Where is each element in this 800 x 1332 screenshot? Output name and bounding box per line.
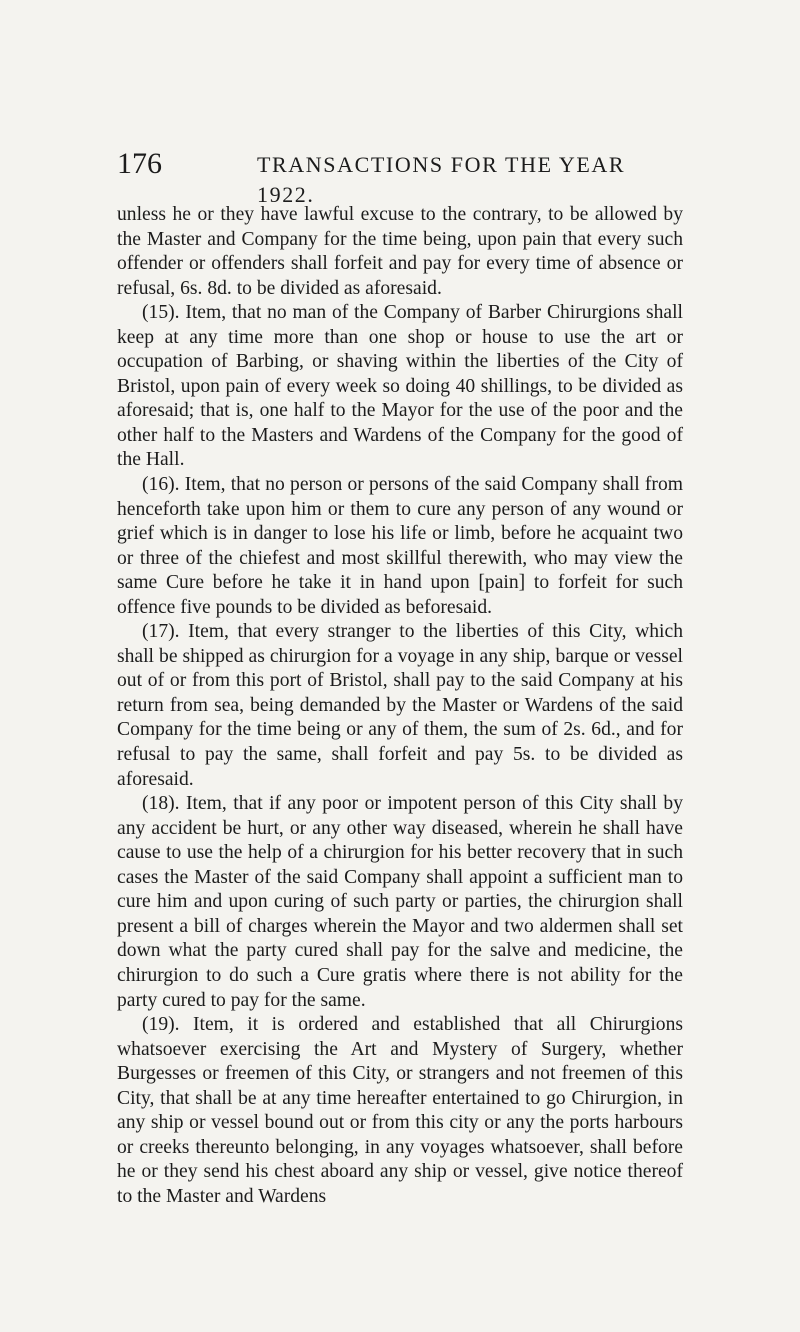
body-text: [117, 203, 683, 1209]
paragraph-item-19: (19). Item, it is ordered and established that all Chirurgions whatsoever exercising the Art and Mystery of Surgery, whether Burgesses or freemen of this City, or strangers and not freemen of this City, that shall be at any time hereafter entertained to go Chirurgion, in any ship or vessel bound out or from this city or any the ports harbours or creeks thereunto belonging, in any voyages whatsoever, shall before he or they send his chest aboard any ship or vessel, give notice thereof to the Master and Wardens: [117, 1014, 683, 1207]
paragraph-item-18: (18). Item, that if any poor or impotent person of this City shall by any accident be hurt, or any other way diseased, wherein he shall have cause to use the help of a chirurgion for his better recovery that in such cases the Master of the said Company shall appoint a sufficient man to cure him and upon curing of such party or parties, the chirurgion shall present a bill of charges wherein the Mayor and two aldermen shall set down what the party cured shall pay for the salve and medicine, the chirurgion to do such a Cure gratis where there is not ability for the party cured to pay for the same.: [117, 793, 683, 1011]
paragraph-item-17: (17). Item, that every stranger to the liberties of this City, which shall be shipped as chirurgion for a voyage in any ship, barque or vessel out of or from this port of Bristol, shall pay to the said Company at his return from sea, being demanded by the Master or Wardens of the said Company for the time being or any of them, the sum of 2s. 6d., and for refusal to pay the same, shall forfeit and pay 5s. to be divided as aforesaid.: [117, 621, 683, 790]
paragraph-continuation: unless he or they have lawful excuse to the contrary, to be allowed by the Master and Company for the time being, upon pain that every such offender or offenders shall forfeit and pay for every time of absence or refusal, 6s. 8d. to be divided as aforesaid.: [117, 204, 683, 299]
running-title: TRANSACTIONS FOR THE YEAR 1922.: [257, 152, 626, 207]
paragraph-item-16: (16). Item, that no person or persons of the said Company shall from henceforth take upon him or them to cure any person of any wound or grief which is in danger to lose his life or limb, before he acquaint two or three of the chiefest and most skillful therewith, who may view the same Cure before he take it in hand upon [pain] to forfeit for such offence five pounds to be divided as beforesaid.: [117, 474, 683, 618]
page-number: 176: [117, 147, 162, 180]
running-head: [117, 146, 662, 207]
paragraph-item-15: (15). Item, that no man of the Company of Barber Chirurgions shall keep at any time more than one shop or house to use the art or occupation of Barbing, or shaving within the liberties of the City of Bristol, upon pain of every week so doing 40 shillings, to be divided as aforesaid; that is, one half to the Mayor for the use of the poor and the other half to the Masters and Wardens of the Company for the good of the Hall.: [117, 302, 683, 471]
